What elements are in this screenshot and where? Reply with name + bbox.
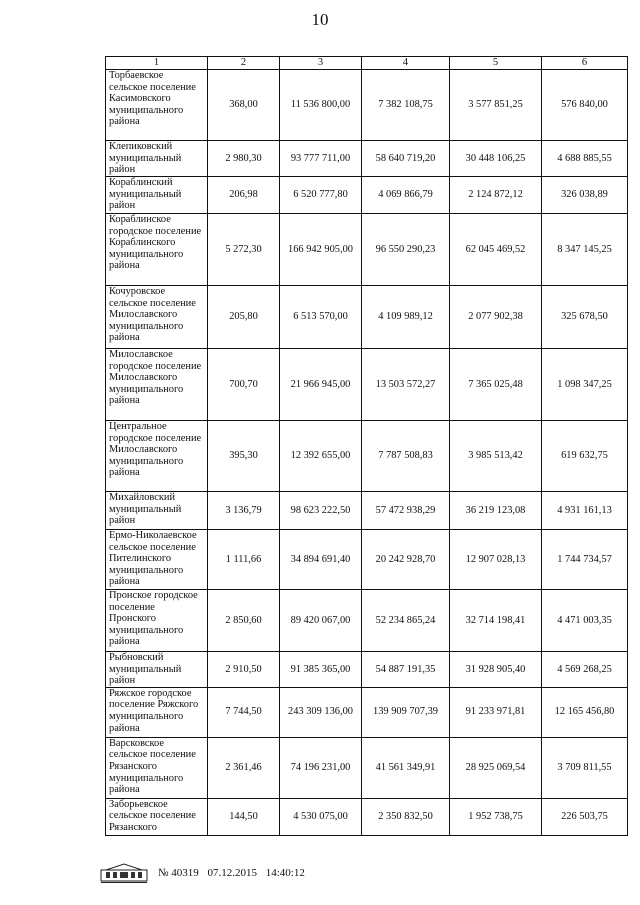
table-row	[106, 286, 628, 349]
column-header: 1	[106, 57, 208, 70]
cell-col3: 98 623 222,50	[280, 492, 362, 530]
cell-col3: 91 385 365,00	[280, 652, 362, 688]
municipality-name: Пронское городское поселение Пронского муниципального района	[106, 590, 208, 652]
municipality-name: Центральное городское поселение Милославского муниципального района	[106, 421, 208, 492]
cell-col6: 326 038,89	[542, 177, 628, 214]
cell-col5: 7 365 025,48	[450, 349, 542, 421]
cell-col6: 1 098 347,25	[542, 349, 628, 421]
building-seal-icon	[100, 862, 148, 884]
cell-col4: 41 561 349,91	[362, 737, 450, 798]
table-header-row	[106, 57, 628, 70]
column-header: 3	[280, 57, 362, 70]
cell-col4: 2 350 832,50	[362, 798, 450, 835]
cell-col5: 3 577 851,25	[450, 70, 542, 141]
cell-col4: 96 550 290,23	[362, 214, 450, 286]
table-row	[106, 530, 628, 590]
column-header: 2	[208, 57, 280, 70]
registration-stamp	[158, 867, 311, 879]
cell-col3: 166 942 905,00	[280, 214, 362, 286]
municipality-name: Торбаевское сельское поселение Касимовского муниципального района	[106, 70, 208, 141]
cell-col5: 2 077 902,38	[450, 286, 542, 349]
cell-col2: 3 136,79	[208, 492, 280, 530]
cell-col3: 243 309 136,00	[280, 687, 362, 737]
cell-col3: 6 520 777,80	[280, 177, 362, 214]
cell-col2: 395,30	[208, 421, 280, 492]
cell-col5: 91 233 971,81	[450, 687, 542, 737]
column-header: 4	[362, 57, 450, 70]
cell-col4: 4 069 866,79	[362, 177, 450, 214]
cell-col3: 89 420 067,00	[280, 590, 362, 652]
cell-col6: 4 931 161,13	[542, 492, 628, 530]
table-row	[106, 421, 628, 492]
cell-col6: 576 840,00	[542, 70, 628, 141]
cell-col3: 11 536 800,00	[280, 70, 362, 141]
table-row	[106, 798, 628, 835]
cell-col4: 13 503 572,27	[362, 349, 450, 421]
cell-col6: 8 347 145,25	[542, 214, 628, 286]
table-row	[106, 687, 628, 737]
data-table	[105, 56, 628, 836]
municipality-name: Кораблинское городское поселение Кораблинского муниципального района	[106, 214, 208, 286]
table-row	[106, 652, 628, 688]
cell-col4: 7 382 108,75	[362, 70, 450, 141]
cell-col4: 54 887 191,35	[362, 652, 450, 688]
cell-col5: 28 925 069,54	[450, 737, 542, 798]
table-row	[106, 349, 628, 421]
cell-col6: 1 744 734,57	[542, 530, 628, 590]
cell-col2: 368,00	[208, 70, 280, 141]
cell-col6: 4 471 003,35	[542, 590, 628, 652]
cell-col5: 30 448 106,25	[450, 141, 542, 177]
cell-col6: 12 165 456,80	[542, 687, 628, 737]
cell-col3: 4 530 075,00	[280, 798, 362, 835]
cell-col2: 2 850,60	[208, 590, 280, 652]
column-header: 5	[450, 57, 542, 70]
table-row	[106, 214, 628, 286]
municipality-name: Варсковское сельское поселение Рязанского муниципального района	[106, 737, 208, 798]
cell-col2: 700,70	[208, 349, 280, 421]
municipality-name: Ермо-Николаевское сельское поселение Пителинского муниципального района	[106, 530, 208, 590]
registration-number: № 40319	[158, 867, 199, 879]
cell-col6: 3 709 811,55	[542, 737, 628, 798]
cell-col4: 20 242 928,70	[362, 530, 450, 590]
cell-col2: 2 910,50	[208, 652, 280, 688]
cell-col2: 2 980,30	[208, 141, 280, 177]
cell-col3: 6 513 570,00	[280, 286, 362, 349]
cell-col2: 144,50	[208, 798, 280, 835]
table-row	[106, 492, 628, 530]
municipality-name: Рыбновский муниципальный район	[106, 652, 208, 688]
column-header: 6	[542, 57, 628, 70]
table-row	[106, 70, 628, 141]
table-row	[106, 590, 628, 652]
document-footer	[100, 862, 311, 884]
cell-col5: 2 124 872,12	[450, 177, 542, 214]
cell-col4: 139 909 707,39	[362, 687, 450, 737]
cell-col5: 62 045 469,52	[450, 214, 542, 286]
registration-date: 07.12.2015	[207, 867, 257, 879]
cell-col4: 57 472 938,29	[362, 492, 450, 530]
cell-col6: 4 569 268,25	[542, 652, 628, 688]
cell-col5: 12 907 028,13	[450, 530, 542, 590]
page-number: 10	[311, 10, 329, 29]
municipality-name: Ряжское городское поселение Ряжского муниципального района	[106, 687, 208, 737]
table-row	[106, 177, 628, 214]
cell-col3: 74 196 231,00	[280, 737, 362, 798]
cell-col2: 5 272,30	[208, 214, 280, 286]
cell-col6: 4 688 885,55	[542, 141, 628, 177]
municipality-name: Кораблинский муниципальный район	[106, 177, 208, 214]
cell-col5: 3 985 513,42	[450, 421, 542, 492]
municipality-name: Михайловский муниципальный район	[106, 492, 208, 530]
municipality-name: Заборьевское сельское поселение Рязанского	[106, 798, 208, 835]
cell-col4: 4 109 989,12	[362, 286, 450, 349]
cell-col3: 34 894 691,40	[280, 530, 362, 590]
cell-col2: 2 361,46	[208, 737, 280, 798]
cell-col5: 31 928 905,40	[450, 652, 542, 688]
table-row	[106, 737, 628, 798]
cell-col5: 32 714 198,41	[450, 590, 542, 652]
municipality-name: Клепиковский муниципальный район	[106, 141, 208, 177]
municipality-name: Кочуровское сельское поселение Милославского муниципального района	[106, 286, 208, 349]
cell-col4: 52 234 865,24	[362, 590, 450, 652]
cell-col6: 619 632,75	[542, 421, 628, 492]
cell-col2: 7 744,50	[208, 687, 280, 737]
table-row	[106, 141, 628, 177]
cell-col6: 226 503,75	[542, 798, 628, 835]
registration-time: 14:40:12	[265, 867, 305, 879]
cell-col5: 1 952 738,75	[450, 798, 542, 835]
cell-col6: 325 678,50	[542, 286, 628, 349]
cell-col4: 7 787 508,83	[362, 421, 450, 492]
cell-col5: 36 219 123,08	[450, 492, 542, 530]
cell-col3: 12 392 655,00	[280, 421, 362, 492]
cell-col2: 206,98	[208, 177, 280, 214]
cell-col3: 93 777 711,00	[280, 141, 362, 177]
municipality-name: Милославское городское поселение Милославского муниципального района	[106, 349, 208, 421]
cell-col4: 58 640 719,20	[362, 141, 450, 177]
cell-col2: 205,80	[208, 286, 280, 349]
cell-col2: 1 111,66	[208, 530, 280, 590]
cell-col3: 21 966 945,00	[280, 349, 362, 421]
